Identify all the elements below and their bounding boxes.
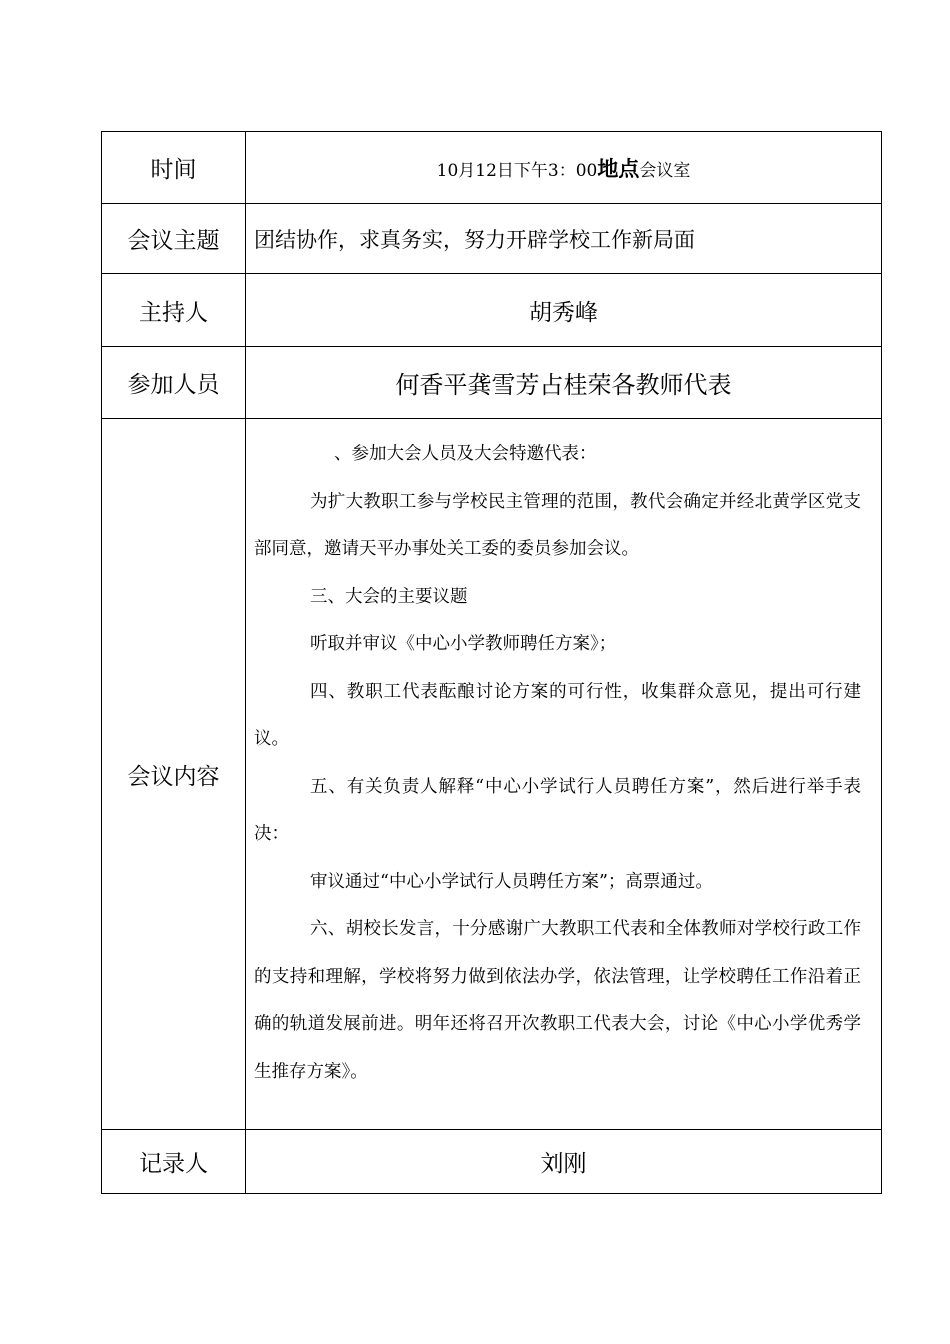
content-paragraph: 、参加大会人员及大会特邀代表： bbox=[334, 444, 597, 464]
place-value: 会议室 bbox=[639, 160, 691, 181]
row-recorder bbox=[102, 1130, 882, 1194]
content-paragraph: 三、大会的主要议题 bbox=[310, 586, 468, 607]
host-value: 胡秀峰 bbox=[246, 274, 882, 347]
row-time bbox=[102, 132, 882, 204]
content-paragraph: 五、有关负责人解释“中心小学试行人员聘任方案”，然后进行举手表决： bbox=[254, 776, 861, 844]
host-label: 主持人 bbox=[102, 274, 246, 347]
row-topic bbox=[102, 204, 882, 274]
content-label: 会议内容 bbox=[102, 419, 246, 1130]
place-label: 地点 bbox=[597, 156, 640, 181]
content-paragraph: 六、胡校长发言，十分感谢广大教职工代表和全体教师对学校行政工作的支持和理解，学校将努力做到依法办学，依法管理，让学校聘任工作沿着正确的轨道发展前进。明年还将召开次教职工代表大会，讨论《中心小学优秀学生推存方案》。 bbox=[254, 919, 861, 1082]
content-paragraph: 为扩大教职工参与学校民主管理的范围，教代会确定并经北黄学区党支部同意，邀请天平办事处关工委的委员参加会议。 bbox=[254, 491, 861, 559]
meeting-record-table bbox=[101, 131, 882, 1194]
content-paragraph: 听取并审议《中心小学教师聘任方案》； bbox=[310, 634, 617, 654]
time-place-cell bbox=[246, 132, 882, 204]
recorder-value: 刘刚 bbox=[246, 1130, 882, 1194]
row-host bbox=[102, 274, 882, 347]
row-attendees bbox=[102, 347, 882, 419]
recorder-label: 记录人 bbox=[102, 1130, 246, 1194]
topic-label: 会议主题 bbox=[102, 204, 246, 274]
content-body bbox=[246, 419, 882, 1130]
attendees-value: 何香平龚雪芳占桂荣各教师代表 bbox=[246, 347, 882, 419]
attendees-label: 参加人员 bbox=[102, 347, 246, 419]
content-paragraph: 审议通过“中心小学试行人员聘任方案”；高票通过。 bbox=[310, 871, 713, 892]
content-paragraph: 四、教职工代表酝酿讨论方案的可行性，收集群众意见，提出可行建议。 bbox=[254, 681, 861, 749]
time-label: 时间 bbox=[102, 132, 246, 204]
topic-value: 团结协作，求真务实，努力开辟学校工作新局面 bbox=[246, 204, 882, 274]
time-value: 10月12日下午3：00 bbox=[436, 160, 598, 181]
row-content bbox=[102, 419, 882, 1130]
